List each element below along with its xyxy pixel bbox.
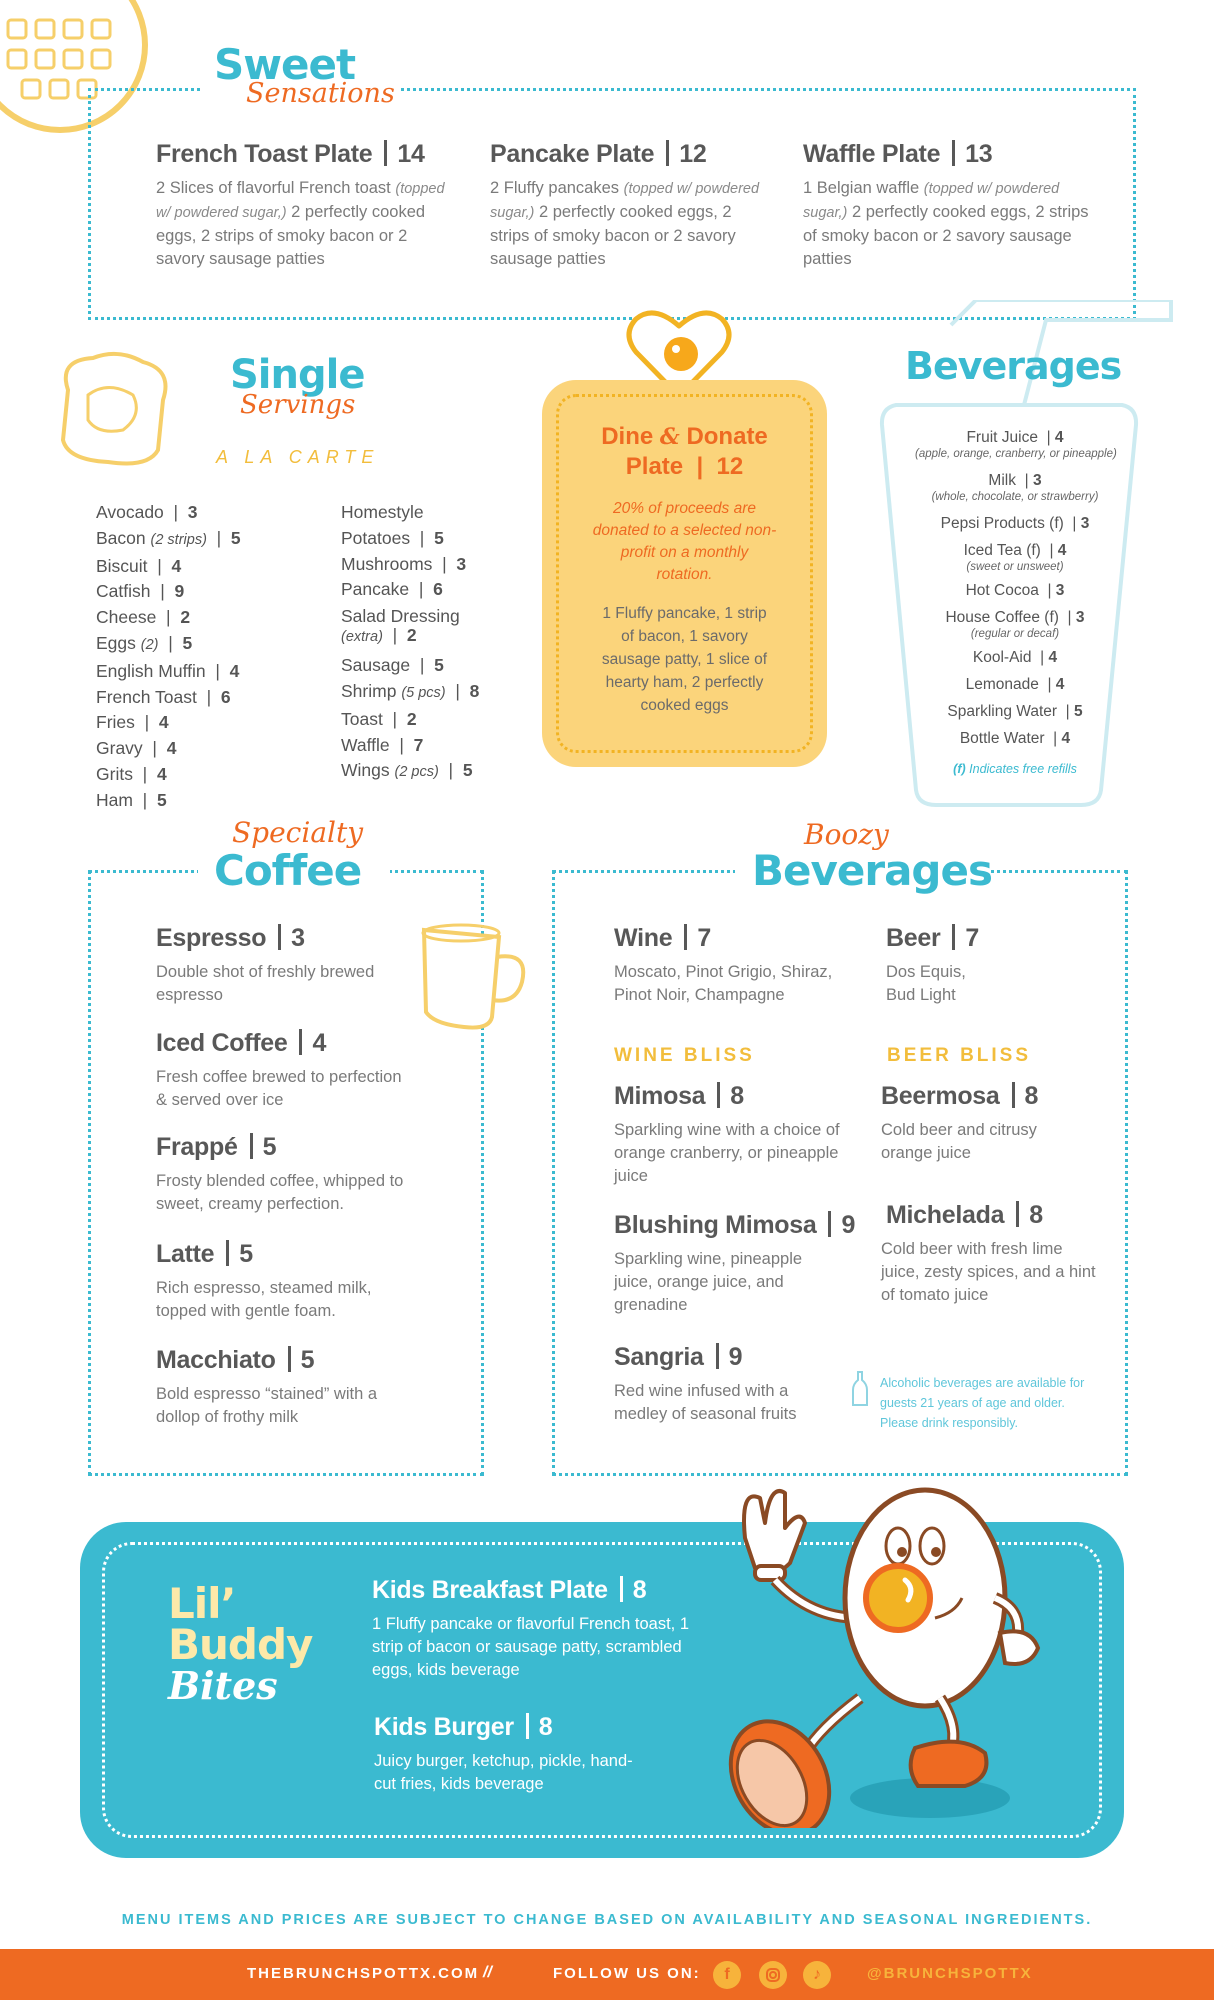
specialty-coffee-title: Coffee [214,846,362,895]
menu-item-wine: Wine 7 Moscato, Pinot Grigio, Shiraz, Pinot Noir, Champagne [614,924,833,1004]
boozy-title: Beverages [752,846,992,895]
list-item: House Coffee (f) | 3 (regular or decaf) [945,609,1085,640]
social-handle[interactable]: @BRUNCHSPOTTX [867,1965,1033,1982]
menu-item-espresso: Espresso 3 Double shot of freshly brewed espresso [156,924,375,1004]
beer-bliss-heading: BEER BLISS [887,1045,1032,1066]
menu-item-beermosa: Beermosa 8 Cold beer and citrusy orange juice [881,1082,1039,1162]
menu-item-kids-burger: Kids Burger 8 Juicy burger, ketchup, pickle, hand-cut fries, kids beverage [374,1713,633,1793]
follow-label: FOLLOW US ON: [553,1965,701,1982]
list-item: Bottle Water | 4 [959,730,1071,747]
list-item: Potatoes | 5 [341,527,444,548]
list-item: English Muffin | 4 [96,660,240,681]
list-item: Iced Tea (f) | 4 (sweet or unsweet) [963,542,1067,573]
list-item: Biscuit | 4 [96,555,182,576]
list-item: Pepsi Products (f) | 3 [940,515,1090,532]
mug-icon [404,912,534,1042]
menu-item-kids-breakfast: Kids Breakfast Plate 8 1 Fluffy pancake or flavorful French toast, 1 strip of bacon or sausage patty, scrambled eggs, kids beverage [372,1576,690,1679]
single-servings-script: Servings [240,390,356,420]
wine-bliss-heading: WINE BLISS [614,1045,755,1066]
sweet-sensations-title: Sweet [214,40,356,89]
list-item: Fries | 4 [96,712,169,733]
item-desc-rest: 2 perfectly cooked eggs, 2 strips of smoky bacon or 2 savory sausage patties [803,203,1089,268]
list-item: Gravy | 4 [96,738,177,759]
item-desc: 2 Fluffy pancakes [490,179,620,197]
menu-item-sangria: Sangria 9 Red wine infused with a medley of seasonal fruits [614,1343,797,1423]
dine-donate-title: Dine & Donate Plate | 12 [601,423,768,480]
item-note: (topped w/ powdered sugar,) [156,181,445,221]
toast-icon [48,350,178,470]
item-desc: 2 Slices of flavorful French toast [156,179,391,197]
item-note: (topped w/ powdered sugar,) [490,181,760,221]
list-item: Mushrooms | 3 [341,553,467,574]
menu-item-pancake-plate [490,140,770,271]
footer-divider: // [483,1964,492,1981]
single-servings-title: Single [230,352,365,398]
list-item: Shrimp (5 pcs) | 8 [341,680,480,701]
single-list-col1 [96,500,241,814]
menu-item-french-toast-plate [156,140,456,271]
footer-bar [0,1949,1214,2000]
menu-item-mimosa: Mimosa 8 Sparkling wine with a choice of orange cranberry, or pineapple juice [614,1082,840,1185]
menu-item-beer: Beer 7 Dos Equis, Bud Light [886,924,980,1004]
item-desc: 1 Belgian waffle [803,179,920,197]
list-item: Pancake | 6 [341,579,443,600]
price-notice: MENU ITEMS AND PRICES ARE SUBJECT TO CHANGE BASED ON AVAILABILITY AND SEASONAL INGREDIENTS. [121,1912,1093,1928]
menu-item-blushing-mimosa: Blushing Mimosa 9 Sparkling wine, pineapple juice, orange juice, and grenadine [614,1211,856,1314]
list-item: Fruit Juice | 4 (apple, orange, cranberry, or pineapple) [915,429,1117,460]
lil-buddy-bites-logo: Lil’ Buddy Bites [168,1579,313,1708]
list-item: Avocado | 3 [96,502,198,522]
single-list-col2 [341,500,479,786]
item-desc-rest: 2 perfectly cooked eggs, 2 strips of smoky bacon or 2 savory sausage patties [490,203,736,268]
free-refill-note: (f) Indicates free refills [953,762,1077,776]
list-item: Sparkling Water | 5 [947,703,1083,720]
list-item: Bacon (2 strips) | 5 [96,527,241,548]
list-item: Lemonade | 4 [965,676,1065,693]
item-name: Pancake Plate [490,140,655,168]
list-item: Catfish | 9 [96,581,185,602]
instagram-icon[interactable] [759,1961,787,1989]
list-item: Sausage | 5 [341,655,444,676]
website-link[interactable]: THEBRUNCHSPOTTX.COM [247,1965,480,1982]
beverages-title: Beverages [905,344,1122,388]
list-item: Ham | 5 [96,789,167,810]
item-name: French Toast Plate [156,140,373,168]
beverages-list [915,428,1115,779]
egg-mascot-illustration [700,1468,1060,1828]
dine-donate-card [542,380,827,767]
bottle-icon [852,1371,868,1407]
menu-item-iced-coffee: Iced Coffee 4 Fresh coffee brewed to perfection & served over ice [156,1029,402,1109]
item-price: 14 [397,140,425,168]
sweet-sensations-script: Sensations [246,78,395,109]
item-price: 13 [965,140,993,168]
menu-item-michelada: Michelada 8 Cold beer with fresh lime juice, zesty spices, and a hint of tomato juice [881,1201,1096,1304]
facebook-icon[interactable]: f [713,1961,741,1989]
item-name: Waffle Plate [803,140,941,168]
list-item: Wings (2 pcs) | 5 [341,760,473,781]
boozy-script: Boozy [804,818,889,851]
list-item: Toast | 2 [341,708,417,729]
item-note: (topped w/ powdered sugar,) [803,181,1060,221]
list-item: Hot Cocoa | 3 [965,582,1065,599]
list-item: Kool-Aid | 4 [972,649,1058,666]
a-la-carte-subhead: A LA CARTE [216,447,380,467]
menu-item-latte: Latte 5 Rich espresso, steamed milk, topped with gentle foam. [156,1240,372,1320]
list-item: Homestyle [341,502,424,522]
list-item: French Toast | 6 [96,686,231,707]
list-item: Cheese | 2 [96,607,191,628]
menu-item-macchiato: Macchiato 5 Bold espresso “stained” with a dollop of frothy milk [156,1346,378,1426]
list-item: Milk | 3 (whole, chocolate, or strawberry) [931,472,1099,503]
menu-item-frappe: Frappé 5 Frosty blended coffee, whipped to sweet, creamy perfection. [156,1133,404,1213]
list-item: Waffle | 7 [341,734,424,755]
list-item: Eggs (2) | 5 [96,632,193,653]
item-desc-rest: 2 perfectly cooked eggs, 2 strips of smoky bacon or 2 savory sausage patties [156,203,426,268]
menu-item-waffle-plate [803,140,1093,271]
list-item: (extra) | 2 [341,625,417,646]
dine-donate-desc: 1 Fluffy pancake, 1 strip of bacon, 1 savory sausage patty, 1 slice of hearty ham, 2 perfectly cooked eggs [601,605,768,714]
tiktok-icon[interactable]: ♪ [803,1961,831,1989]
list-item: Grits | 4 [96,763,167,784]
list-item: Salad Dressing [341,606,460,627]
alcohol-disclaimer: Alcoholic beverages are available for guests 21 years of age and older. Please drink responsibly. [880,1376,1085,1430]
item-price: 12 [679,140,707,168]
dine-donate-tagline: 20% of proceeds are donated to a selected non-profit on a monthly rotation. [592,500,777,583]
specialty-coffee-script: Specialty [232,816,364,849]
